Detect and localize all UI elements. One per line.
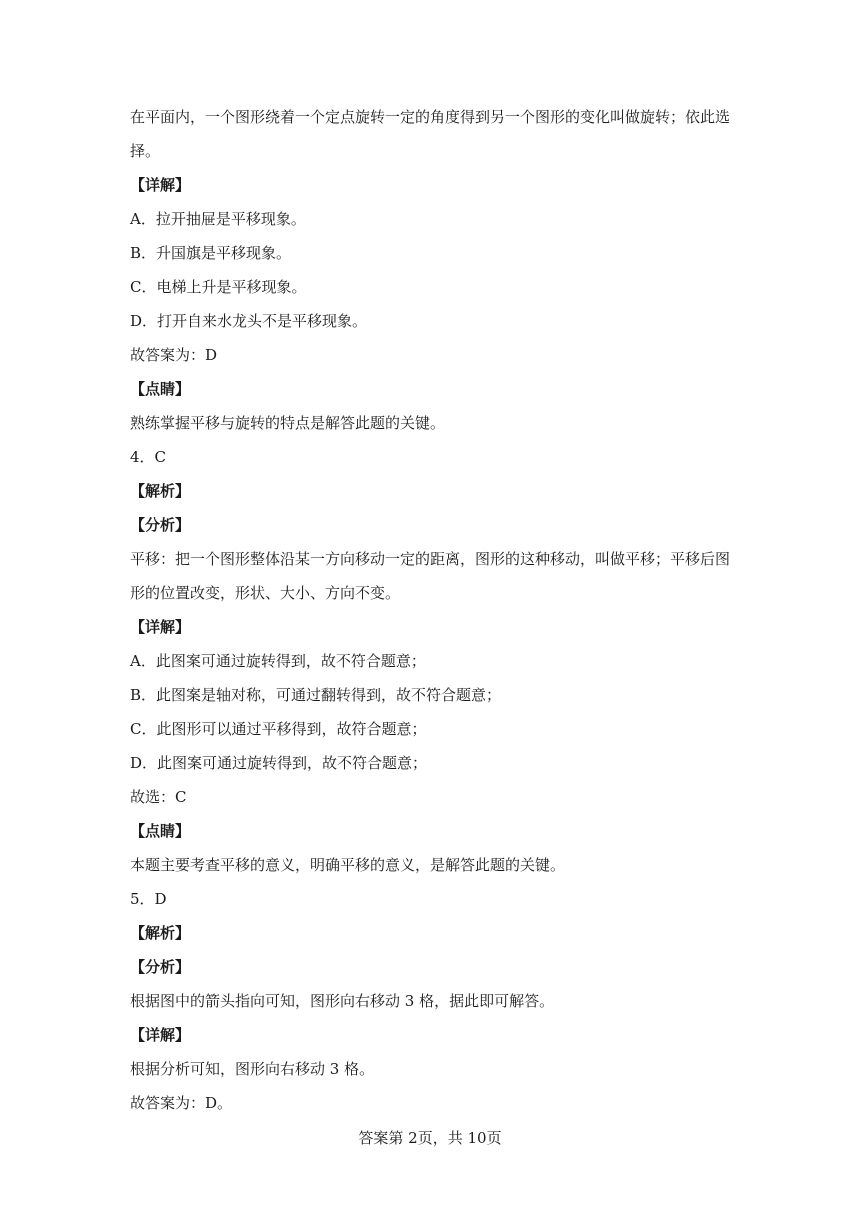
text-line: 本题主要考查平移的意义，明确平移的意义，是解答此题的关键。	[130, 856, 566, 874]
section-heading: 【分析】	[130, 958, 191, 976]
section-heading: 【解析】	[130, 924, 191, 942]
section-heading: 【分析】	[130, 516, 191, 534]
answer-content	[130, 106, 740, 1126]
text-line: 5．D	[130, 890, 167, 908]
text-line: 根据分析可知，图形向右移动 3 格。	[130, 1060, 375, 1078]
text-line: 故答案为：D	[130, 346, 218, 364]
section-heading: 【解析】	[130, 482, 191, 500]
section-heading: 【详解】	[130, 176, 191, 194]
text-line: C．此图形可以通过平移得到，故符合题意；	[130, 720, 427, 738]
text-line: B．升国旗是平移现象。	[130, 244, 292, 262]
text-line: A．拉开抽屉是平移现象。	[130, 210, 306, 228]
section-heading: 【点睛】	[130, 380, 191, 398]
text-line: D．打开自来水龙头不是平移现象。	[130, 312, 368, 330]
text-line: B．此图案是轴对称，可通过翻转得到，故不符合题意；	[130, 686, 502, 704]
text-line: A．此图案可通过旋转得到，故不符合题意；	[130, 652, 426, 670]
paragraph: 平移：把一个图形整体沿某一方向移动一定的距离，图形的这种移动，叫做平移；平移后图形的位置改变，形状、大小、方向不变。	[130, 550, 731, 602]
paragraph: 在平面内，一个图形绕着一个定点旋转一定的角度得到另一个图形的变化叫做旋转；依此选择。	[130, 108, 731, 160]
section-heading: 【点睛】	[130, 822, 191, 840]
text-line: 故答案为：D。	[130, 1094, 233, 1112]
page-footer: 答案第 2页，共 10页	[358, 1129, 502, 1147]
text-line: 熟练掌握平移与旋转的特点是解答此题的关键。	[130, 414, 446, 432]
text-line: C．电梯上升是平移现象。	[130, 278, 307, 296]
text-line: D．此图案可通过旋转得到，故不符合题意；	[130, 754, 428, 772]
text-line: 故选：C	[130, 788, 187, 806]
section-heading: 【详解】	[130, 618, 191, 636]
section-heading: 【详解】	[130, 1026, 191, 1044]
text-line: 根据图中的箭头指向可知，图形向右移动 3 格，据此即可解答。	[130, 992, 555, 1010]
text-line: 4．C	[130, 448, 167, 466]
